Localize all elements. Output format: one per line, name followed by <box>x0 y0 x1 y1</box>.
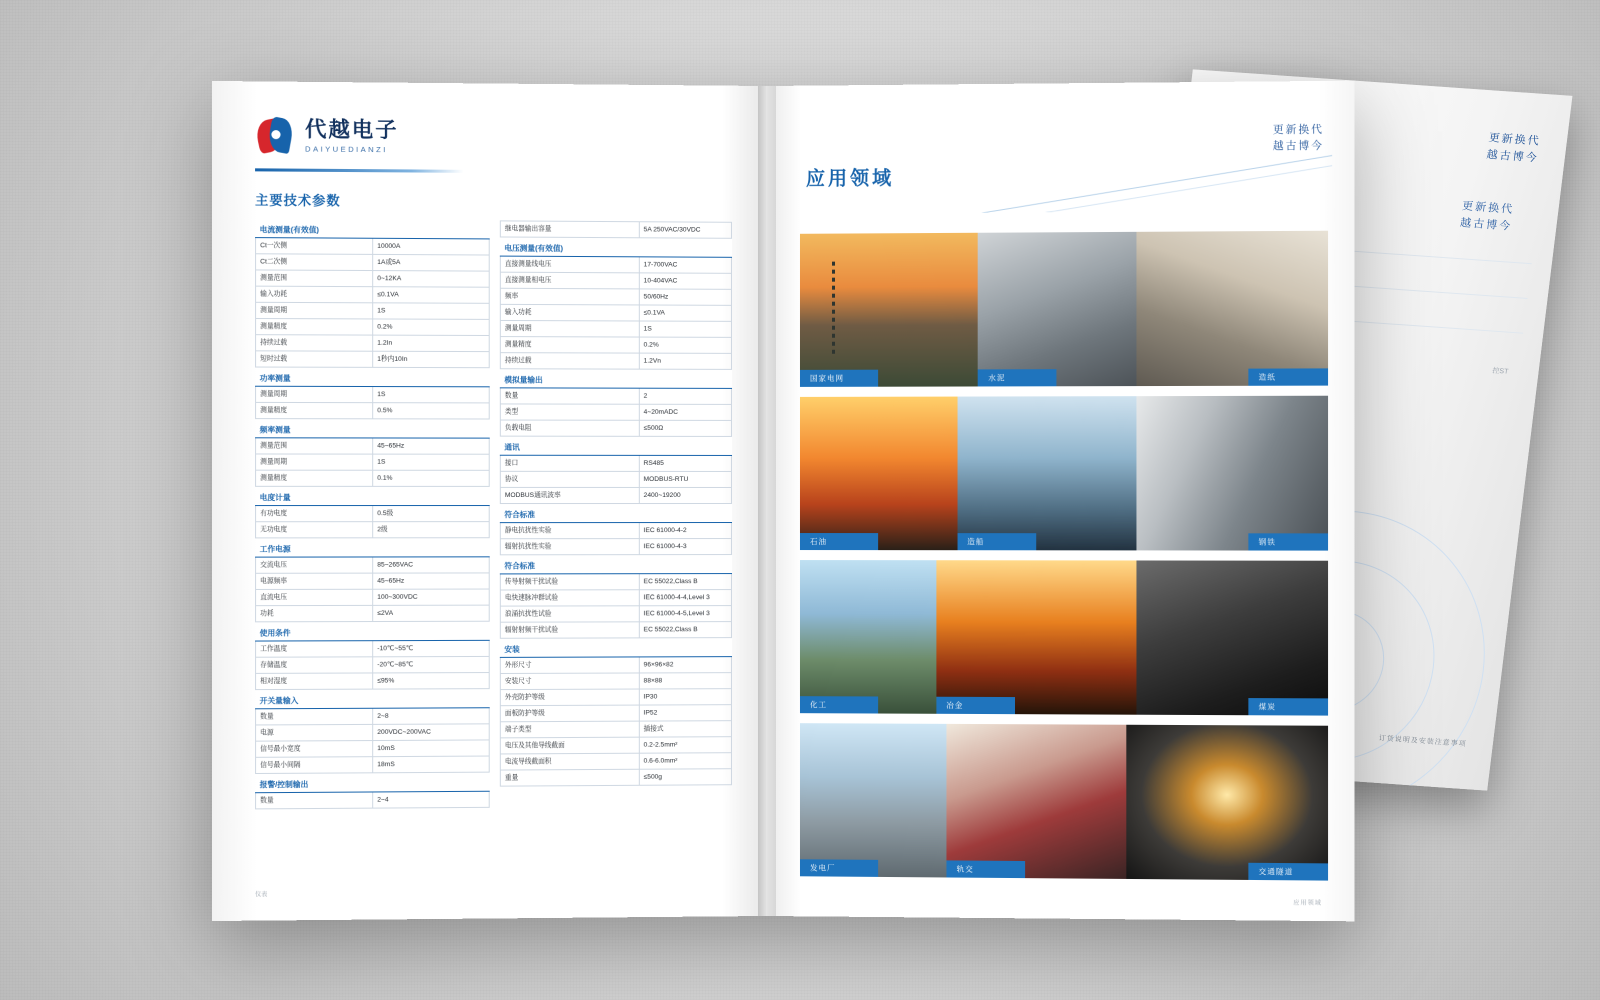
spec-value: -20℃~85℃ <box>373 656 490 673</box>
spec-key: 静电抗扰性实验 <box>500 523 639 539</box>
spec-group-label: 符合标准 <box>500 504 731 523</box>
spec-value: 1S <box>373 303 490 320</box>
application-photo[interactable] <box>947 724 1126 879</box>
spec-value: 2 <box>639 388 731 404</box>
spec-group-label: 电度计量 <box>256 486 490 505</box>
spec-key: 电快速脉冲群试验 <box>500 590 639 606</box>
spec-row <box>500 420 731 436</box>
right-page-title: 应用领域 <box>805 168 895 190</box>
spec-value: 0.2-2.5mm² <box>639 737 731 754</box>
spec-group-label: 使用条件 <box>256 621 490 641</box>
header-diagonal-lines <box>792 99 1332 214</box>
spec-row <box>500 256 731 273</box>
photo-row <box>800 231 1328 387</box>
spec-row <box>256 589 490 606</box>
spec-row <box>500 272 731 289</box>
photo-caption: 石油 <box>800 533 878 550</box>
background-footer: 订货说明及安装注意事项 <box>1378 735 1468 749</box>
spec-value: 1.2In <box>373 335 490 352</box>
spec-value: IEC 61000-4-2 <box>639 523 731 539</box>
application-photo[interactable] <box>800 723 947 877</box>
brand-name-zh: 代越电子 <box>305 118 399 143</box>
spec-value: 1A或5A <box>373 254 490 271</box>
spec-row <box>256 402 490 419</box>
spec-row <box>256 302 490 319</box>
background-header <box>1486 130 1542 167</box>
photo-caption: 冶金 <box>936 697 1015 714</box>
spec-group-header <box>256 367 490 387</box>
spec-row <box>500 769 731 786</box>
spec-row <box>500 404 731 420</box>
spec-row <box>500 622 731 639</box>
spec-key: 频率 <box>500 288 639 305</box>
spec-key: 外形尺寸 <box>500 657 639 674</box>
right-page <box>766 81 1355 922</box>
spec-group-header <box>500 504 731 523</box>
spec-row <box>256 708 490 725</box>
photo-row <box>800 396 1328 551</box>
left-page-footer: 仪表 <box>255 892 268 899</box>
spec-row <box>500 353 731 370</box>
spec-value: 1.2Vn <box>639 353 731 369</box>
spec-group-header <box>500 436 731 455</box>
spec-row <box>256 270 490 287</box>
spec-key: Ct一次侧 <box>256 238 373 255</box>
spec-key: 电流导线截面积 <box>500 753 639 770</box>
spec-key: 数量 <box>256 708 373 725</box>
spec-key: 短时过载 <box>256 351 373 368</box>
spec-key: 安装尺寸 <box>500 673 639 690</box>
spec-row <box>500 487 731 503</box>
spec-key: 负载电阻 <box>500 420 639 436</box>
spec-key: 数量 <box>500 388 639 404</box>
spec-row <box>256 724 490 741</box>
spec-key: 测量周期 <box>500 320 639 337</box>
application-photo[interactable] <box>1137 560 1328 715</box>
spec-row <box>500 590 731 607</box>
spec-value: 85~265VAC <box>373 557 490 573</box>
spec-key: 电源 <box>256 724 373 741</box>
spec-group-label: 频率测量 <box>256 419 490 439</box>
spec-group-label: 通讯 <box>500 436 731 455</box>
spec-row <box>500 337 731 354</box>
background-note: 控ST <box>1491 367 1509 376</box>
application-photo[interactable] <box>800 233 978 387</box>
right-page-header <box>1273 121 1324 154</box>
photo-caption: 钢铁 <box>1248 533 1328 550</box>
spec-key: 测量范围 <box>256 438 373 454</box>
spec-value: 0.6-6.0mm² <box>639 753 731 770</box>
spec-row <box>500 523 731 539</box>
spec-value: 0~12KA <box>373 271 490 288</box>
spec-group-header <box>256 419 490 439</box>
spec-row <box>256 557 490 573</box>
spec-value: ≤2VA <box>373 605 490 621</box>
spec-value: 45~65Hz <box>373 438 490 454</box>
application-photo[interactable] <box>1137 231 1328 386</box>
spec-value: ≤95% <box>373 673 490 690</box>
spec-row <box>500 388 731 405</box>
spec-row <box>256 740 490 757</box>
spec-row <box>500 574 731 590</box>
spec-key: Ct二次侧 <box>256 254 373 271</box>
application-photo[interactable] <box>936 560 1136 714</box>
spec-value: 96×96×82 <box>639 657 731 673</box>
spec-key: 测量周期 <box>256 386 373 402</box>
spec-key: 重量 <box>500 769 639 786</box>
brand-name-en: DAIYUEDIANZI <box>305 144 388 155</box>
spec-key: 输入功耗 <box>500 304 639 321</box>
spec-row <box>500 673 731 690</box>
spec-row <box>500 753 731 770</box>
spec-group-label: 工作电源 <box>256 538 490 557</box>
spec-row <box>256 656 490 673</box>
spec-group-header <box>500 638 731 658</box>
spec-key: 存储温度 <box>256 657 373 674</box>
spec-value: IP52 <box>639 705 731 721</box>
spec-key: 有功电度 <box>256 506 373 522</box>
spec-group-label: 符合标准 <box>500 555 731 574</box>
spec-row <box>256 605 490 622</box>
spec-row <box>256 254 490 271</box>
spec-row <box>256 522 490 538</box>
spec-row <box>500 288 731 305</box>
spec-value: 0.2% <box>373 319 490 336</box>
background-header-line-1: 更新换代 <box>1487 132 1542 148</box>
spec-key: 工作温度 <box>256 641 373 658</box>
spec-row <box>500 471 731 487</box>
spec-value: EC 55022,Class B <box>639 622 731 638</box>
logo-icon <box>255 116 296 157</box>
spec-value: ≤0.1VA <box>639 305 731 321</box>
spec-row <box>500 320 731 337</box>
spec-key: 外壳防护等级 <box>500 689 639 706</box>
spec-value: 0.1% <box>373 470 490 486</box>
spec-row <box>500 304 731 321</box>
spec-value: 2~8 <box>373 708 490 725</box>
spec-row <box>256 335 490 352</box>
spec-key: 协议 <box>500 471 639 487</box>
spec-key: 电压及其他导线截面 <box>500 737 639 754</box>
spec-row <box>256 351 490 368</box>
spec-group-label: 电流测量(有效值) <box>256 219 490 239</box>
spec-row <box>256 673 490 690</box>
spec-key: 信号最小间隔 <box>256 757 373 774</box>
background-header-line-2: 越古博今 <box>1485 148 1540 165</box>
spec-key: 测量周期 <box>256 302 373 319</box>
spec-key: 功耗 <box>256 605 373 621</box>
spec-value: 17-700VAC <box>639 257 731 274</box>
photo-caption: 造纸 <box>1248 368 1328 385</box>
spec-group-label: 模拟量输出 <box>500 369 731 389</box>
spec-value: 100~300VDC <box>373 589 490 605</box>
spec-value: 5A 250VAC/30VDC <box>639 222 731 239</box>
spec-key: 面板防护等级 <box>500 705 639 722</box>
application-photo[interactable] <box>1137 396 1328 551</box>
spec-value: 1S <box>373 387 490 403</box>
spec-key: 测量周期 <box>256 454 373 470</box>
application-photo[interactable] <box>1126 725 1328 881</box>
spec-group-header <box>500 237 731 257</box>
brochure-spread <box>218 86 1348 916</box>
spec-value: 1S <box>639 321 731 337</box>
spec-value: 10mS <box>373 740 490 757</box>
spec-group-label: 功率测量 <box>256 367 490 387</box>
brand-rule <box>255 168 463 173</box>
spec-value: ≤0.1VA <box>373 287 490 304</box>
spec-key: 直接测量相电压 <box>500 272 639 289</box>
spec-value: 2~4 <box>373 791 490 808</box>
application-photo[interactable] <box>800 397 957 551</box>
spec-row <box>256 318 490 335</box>
spec-value: 0.5% <box>373 403 490 419</box>
spec-value: 1秒内10In <box>373 351 490 367</box>
spec-value: IEC 61000-4-4,Level 3 <box>639 590 731 606</box>
spec-row <box>256 573 490 590</box>
spec-key: 测量范围 <box>256 270 373 287</box>
background-header-2 <box>1459 198 1515 235</box>
spec-row <box>500 539 731 555</box>
spec-row <box>500 455 731 471</box>
spec-value: 0.2% <box>639 337 731 353</box>
spec-table-left <box>255 219 490 810</box>
photo-caption: 造船 <box>957 533 1036 550</box>
spec-value: 0.5级 <box>373 506 490 522</box>
spec-group-header <box>256 219 490 239</box>
spec-key: 无功电度 <box>256 522 373 538</box>
spec-group-header <box>256 772 490 793</box>
background-header2-line-2: 越古博今 <box>1459 217 1513 233</box>
spec-key: 测量精度 <box>500 337 639 354</box>
spec-row <box>256 386 490 403</box>
spec-value: 2400~19200 <box>639 487 731 503</box>
spec-value: 10000A <box>373 238 490 255</box>
spec-value: 1S <box>373 454 490 470</box>
left-page <box>212 81 766 921</box>
spec-key: 接口 <box>500 455 639 471</box>
spec-value: 4~20mADC <box>639 404 731 420</box>
spec-row <box>256 238 490 255</box>
spec-key: 辐射抗扰性实验 <box>500 539 639 555</box>
spec-key: 测量精度 <box>256 318 373 335</box>
spec-group-header <box>256 486 490 505</box>
spec-row <box>500 737 731 754</box>
spec-key: 端子类型 <box>500 721 639 738</box>
spec-group-header <box>256 621 490 641</box>
spec-row <box>500 657 731 674</box>
photo-caption: 发电厂 <box>800 859 878 877</box>
spec-row <box>256 506 490 522</box>
spec-key: 测量精度 <box>256 402 373 418</box>
spec-key: 信号最小宽度 <box>256 741 373 758</box>
spec-key: 直接测量线电压 <box>500 256 639 273</box>
spec-row <box>256 438 490 454</box>
spec-value: 88×88 <box>639 673 731 689</box>
left-section-title: 主要技术参数 <box>255 192 341 209</box>
brand-logo <box>255 116 732 160</box>
spec-key: 相对湿度 <box>256 673 373 690</box>
spec-key: 辐射射频干扰试验 <box>500 622 639 638</box>
spec-group-label: 安装 <box>500 638 731 658</box>
spec-value: -10℃~55℃ <box>373 640 490 656</box>
spread-gutter <box>758 86 776 916</box>
background-header2-line-1: 更新换代 <box>1461 200 1515 216</box>
spec-row <box>500 689 731 706</box>
spec-value: 18mS <box>373 756 490 773</box>
spec-tables <box>255 219 732 810</box>
spec-row <box>256 791 490 809</box>
spec-table-right <box>500 220 732 786</box>
spec-row <box>256 756 490 773</box>
photo-caption: 煤炭 <box>1248 698 1328 716</box>
spec-value: 200VDC~200VAC <box>373 724 490 741</box>
spec-row <box>256 286 490 303</box>
application-photo[interactable] <box>957 396 1136 550</box>
spec-value: ≤500g <box>639 769 731 786</box>
spec-group-header <box>256 689 490 709</box>
spec-value: RS485 <box>639 455 731 471</box>
right-header-line-2: 越古博今 <box>1272 139 1324 153</box>
spec-row <box>256 470 490 486</box>
application-photo-grid <box>800 231 1328 881</box>
photo-caption: 交通隧道 <box>1248 863 1328 881</box>
spec-row <box>500 705 731 722</box>
spec-key: 测量精度 <box>256 470 373 486</box>
spec-key: 传导射频干扰试验 <box>500 574 639 590</box>
photo-caption: 水泥 <box>978 369 1057 386</box>
right-header-line-1: 更新换代 <box>1272 123 1324 137</box>
spec-key: MODBUS通讯波率 <box>500 487 639 503</box>
spec-key: 数量 <box>256 792 373 809</box>
spec-row <box>500 221 731 238</box>
spec-key: 持续过载 <box>500 353 639 369</box>
spec-value: IEC 61000-4-3 <box>639 539 731 555</box>
spec-key: 输入功耗 <box>256 286 373 303</box>
spec-key: 交流电压 <box>256 557 373 573</box>
spec-value: 10-404VAC <box>639 273 731 289</box>
spec-key: 继电器输出容量 <box>500 221 639 238</box>
photo-row <box>800 560 1328 716</box>
spec-key: 浪涌抗扰性试验 <box>500 606 639 622</box>
spec-value: IP30 <box>639 689 731 705</box>
spec-group-label: 开关量输入 <box>256 689 490 709</box>
spec-key: 类型 <box>500 404 639 420</box>
spec-row <box>256 640 490 657</box>
spec-value: 50/60Hz <box>639 289 731 305</box>
photo-caption: 轨交 <box>947 860 1026 878</box>
spec-row <box>500 606 731 623</box>
spec-value: IEC 61000-4-5,Level 3 <box>639 606 731 622</box>
spec-row <box>256 454 490 470</box>
spec-group-label: 电压测量(有效值) <box>500 237 731 257</box>
spec-value: ≤500Ω <box>639 420 731 436</box>
spec-value: 2级 <box>373 522 490 538</box>
spec-value: 45~65Hz <box>373 573 490 589</box>
spec-group-header <box>500 369 731 389</box>
right-page-footer: 应用领域 <box>1293 900 1322 907</box>
spec-group-label: 报警/控制输出 <box>256 772 490 793</box>
spec-key: 直流电压 <box>256 589 373 605</box>
spec-value: EC 55022,Class B <box>639 574 731 590</box>
photo-caption: 化工 <box>800 696 878 713</box>
photo-row <box>800 723 1328 880</box>
spec-group-header <box>500 555 731 574</box>
application-photo[interactable] <box>800 560 936 714</box>
spec-group-header <box>256 538 490 557</box>
spec-value: 插接式 <box>639 721 731 737</box>
spec-value: MODBUS-RTU <box>639 471 731 487</box>
spec-key: 持续过载 <box>256 335 373 352</box>
application-photo[interactable] <box>978 232 1136 387</box>
photo-caption: 国家电网 <box>800 370 878 387</box>
spec-row <box>500 721 731 738</box>
spec-key: 电源频率 <box>256 573 373 589</box>
